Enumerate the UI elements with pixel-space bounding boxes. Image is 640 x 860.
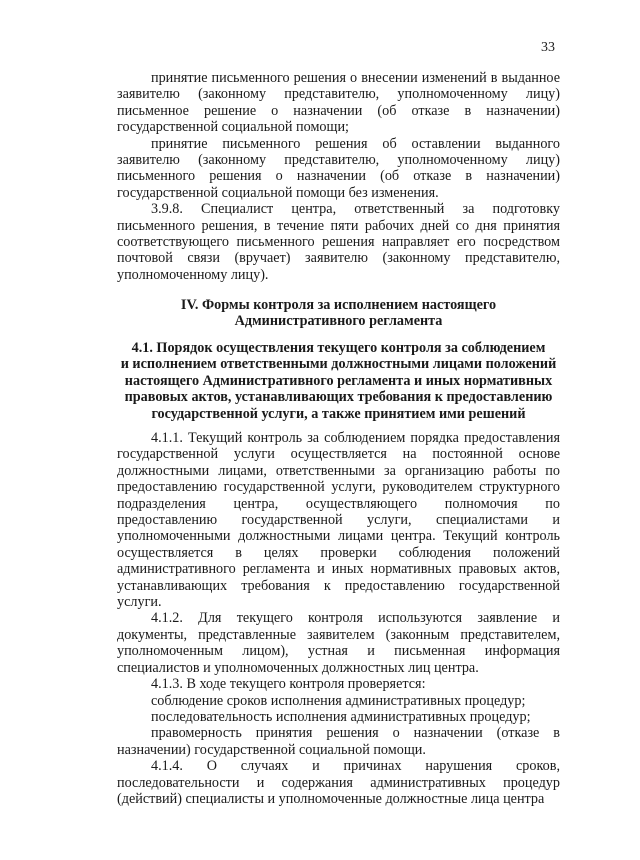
paragraph: 3.9.8. Специалист центра, ответственный за подготовку письменного решения, в течение пяти рабочих дней со дня принятия соответствующего письменного решения направляет его посредством почтовой связи (вручает) заявителю (законному представителю, уполномоченному лицу). — [117, 201, 560, 283]
heading-line: 4.1. Порядок осуществления текущего контроля за соблюдением — [131, 340, 546, 356]
heading-line: IV. Формы контроля за исполнением настоящего — [180, 297, 497, 313]
paragraph: принятие письменного решения о внесении изменений в выданное заявителю (законному представителю, уполномоченному лицу) письменное решение о назначении (об отказе в назначении) государственной социальной помощи; — [117, 70, 560, 136]
heading-line: Административного регламента — [234, 313, 443, 330]
paragraph: 4.1.4. О случаях и причинах нарушения сроков, последовательности и содержания административных процедур (действий) специалисты и уполномоченные должностные лица центра — [117, 758, 560, 807]
page-number: 33 — [541, 40, 555, 55]
paragraph: правомерность принятия решения о назначении (отказе в назначении) государственной социальной помощи. — [117, 725, 560, 758]
closing-paragraphs-section-iii — [117, 70, 560, 283]
heading-line: и исполнением ответственными должностными лицами положений — [120, 356, 557, 373]
paragraph: 4.1.2. Для текущего контроля используются заявление и документы, представленные заявителем (законным представителем, уполномоченным лицом), устная и письменная информация специалистов и уполномоченных должностных лиц центра. — [117, 610, 560, 676]
paragraph: соблюдение сроков исполнения административных процедур; — [151, 692, 526, 709]
subsection-4-1-body — [117, 430, 560, 807]
paragraph: последовательность исполнения административных процедур; — [151, 708, 531, 725]
paragraph: принятие письменного решения об оставлении выданного заявителю (законному представителю, уполномоченному лицу) письменного решения о назначении (об отказе в назначении) государственной социальной помощи без изменения. — [117, 135, 560, 201]
heading-line: настоящего Административного регламента и иных нормативных — [124, 372, 553, 389]
paragraph: 4.1.3. В ходе текущего контроля проверяется: — [151, 676, 426, 693]
paragraph: 4.1.1. Текущий контроль за соблюдением порядка предоставления государственной услуги осуществляется на постоянной основе должностными лицами, ответственными за организацию работы по предоставлению государственной услуги, руководителем структурного подразделения центра, осуществляющего полномочия по предоставлению государственной услуги, специалистами и уполномоченными должностными лицами центра. Текущий контроль осуществляется в целях проверки соблюдения положений административного регламента и иных нормативных правовых актов, устанавливающих требования к предоставлению государственной услуги. — [117, 430, 560, 611]
heading-line: государственной услуги, а также принятием ими решений — [151, 405, 526, 422]
heading-line: правовых актов, устанавливающих требования к предоставлению — [124, 389, 553, 406]
section-iv-heading — [117, 297, 560, 330]
subsection-4-1-heading — [117, 340, 560, 422]
